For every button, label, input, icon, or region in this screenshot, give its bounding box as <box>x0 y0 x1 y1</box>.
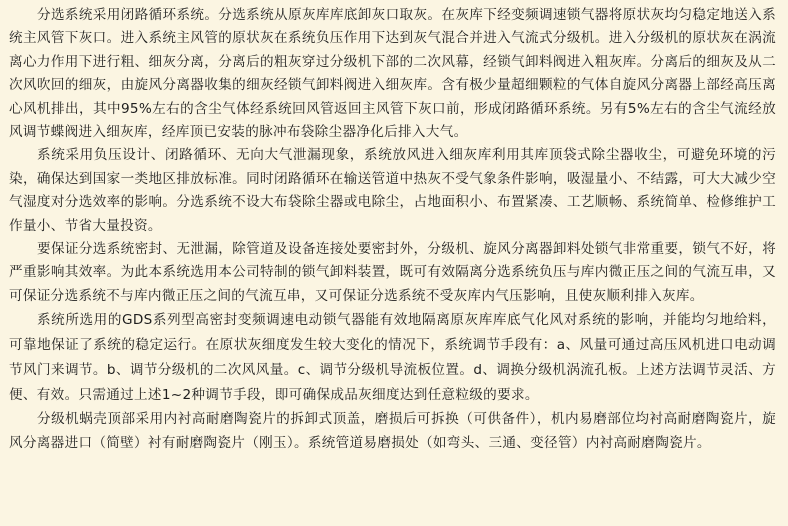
paragraph-wear-resistant-lining: 分级机蜗壳顶部采用内衬高耐磨陶瓷片的拆卸式顶盖，磨损后可拆换（可供备件），机内易磨部位均衬高耐磨陶瓷片，旋风分离器进口（简壁）衬有耐磨陶瓷片（刚玉）。系统管道易磨损处（如弯头、三通、变径管）内衬高耐磨陶瓷片。 <box>9 411 776 451</box>
paragraph-negative-pressure-design: 系统采用负压设计、闭路循环、无向大气泄漏现象，系统放风进入细灰库利用其库顶袋式除尘器收尘，可避免环境的污染，确保达到国家一类地区排放标准。同时闭路循环在输送管道中热灰不受气象条件影响，吸湿量小、不结露，可大大减少空气湿度对分选效率的影响。分选系统不设大布袋除尘器或电除尘，占地面积小、布置紧凑、工艺顺畅、系统简单、检修维护工作量小、节省大量投资。 <box>9 147 776 234</box>
paragraph-gds-feeder-adjustment: 系统所选用的GDS系列型高密封变频调速电动锁气器能有效地隔离原灰库库底气化风对系统的影响，并能均匀地给料，可靠地保证了系统的稳定运行。在原状灰细度发生较大变化的情况下，系统调节手段有：a、风量可通过高压风机进口电动调节风门来调节。b、调节分级机的二次风风量。c、调节分级机导流板位置。d、调换分级机涡流孔板。上述方法调节灵活、方便、有效。只需通过上述1~2种调节手段，即可确保成品灰细度达到任意粒级的要求。 <box>9 312 776 403</box>
paragraph-sealing-requirements: 要保证分选系统密封、无泄漏，除管道及设备连接处要密封外，分级机、旋风分离器卸料处锁气非常重要，锁气不好，将严重影响其效率。为此本系统选用本公司特制的锁气卸料装置，既可有效隔离分选系统负压与库内微正压之间的气流互串，又可保证分选系统不与库内微正压之间的气流互串，又可保证分选系统不受灰库内气压影响，且使灰顺利排入灰库。 <box>9 241 776 304</box>
paragraph-closed-loop-system: 分选系统采用闭路循环系统。分选系统从原灰库库底卸灰口取灰。在灰库下经变频调速锁气器将原状灰均匀稳定地送入系统主风管下灰口。进入系统主风管的原状灰在系统负压作用下达到灰气混合并进入气流式分级机。进入分级机的原状灰在涡流离心力作用下进行粗、细灰分离，分离后的粗灰穿过分级机下部的二次风幕，经锁气卸料阀进入粗灰库。分离后的细灰及从二次风吹回的细灰，由旋风分离器收集的细灰经锁气卸料阀进入细灰库。含有极少量超细颗粒的气体自旋风分离器上部经高压离心风机排出，其中95%左右的含尘气体经系统回风管返回主风管下灰口前，形成闭路循环系统。另有5%左右的含尘气流经放风调节蝶阀进入细灰库，经库顶已安装的脉冲布袋除尘器净化后排入大气。 <box>9 7 776 141</box>
